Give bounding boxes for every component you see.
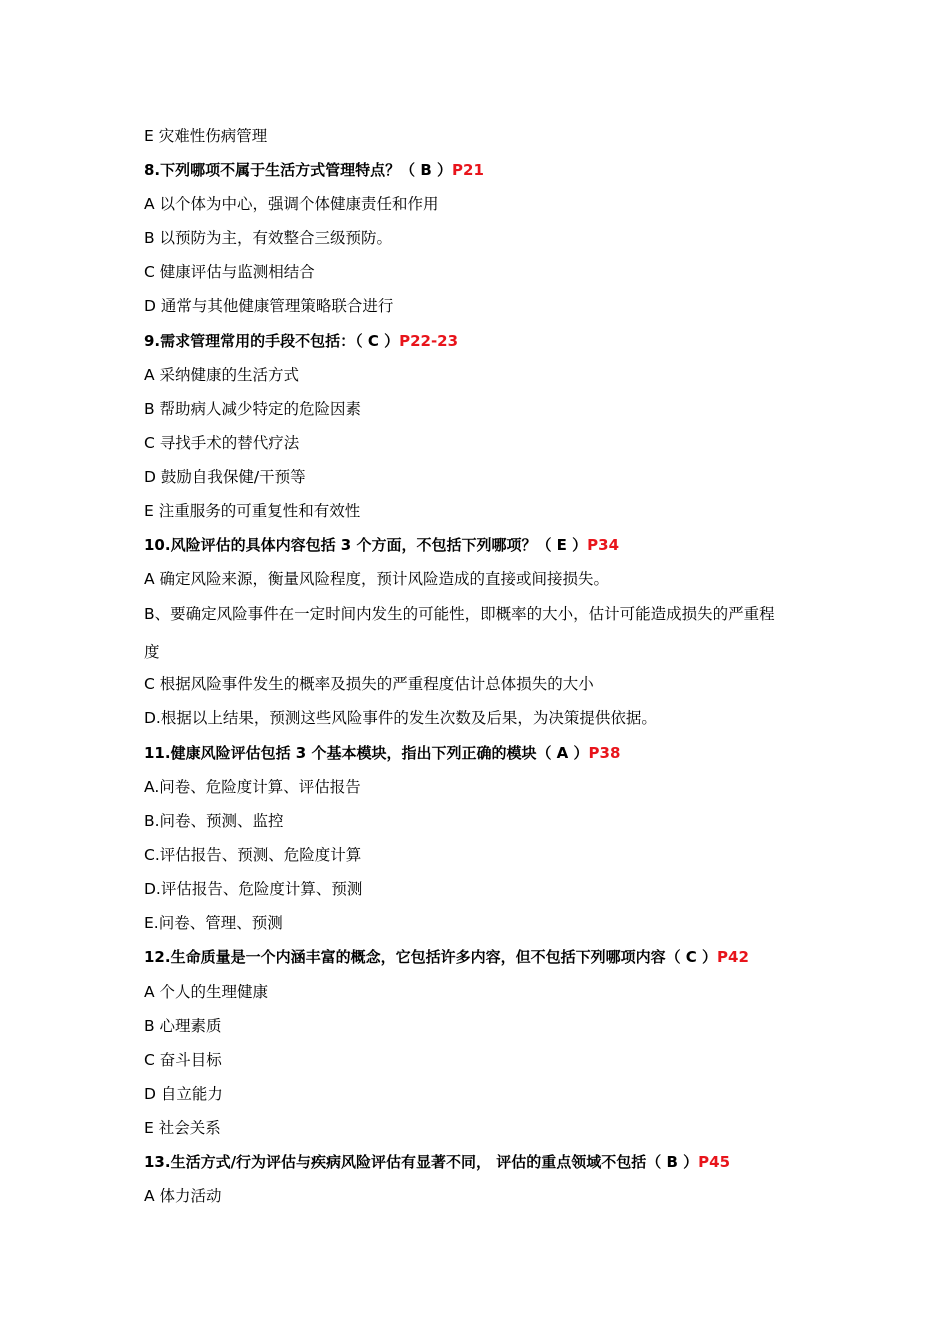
question-9 xyxy=(144,331,458,351)
option-text: A 确定风险来源，衡量风险程度，预计风险造成的直接或间接损失。 xyxy=(144,570,610,588)
question-12 xyxy=(144,947,749,967)
option-text: D 鼓励自我保健/干预等 xyxy=(144,468,306,486)
option-text: B、要确定风险事件在一定时间内发生的可能性，即概率的大小，估计可能造成损失的严重程 xyxy=(144,605,775,623)
option-text: C 奋斗目标 xyxy=(144,1051,222,1069)
option-c-q12 xyxy=(144,1050,222,1070)
question-text: 9.需求管理常用的手段不包括：（ C ） xyxy=(144,332,400,350)
option-e-q11 xyxy=(144,913,283,933)
question-10 xyxy=(144,535,619,555)
option-c-q8 xyxy=(144,262,315,282)
option-text: B 帮助病人减少特定的危险因素 xyxy=(144,400,362,418)
page-reference: P42 xyxy=(717,948,749,966)
option-a-q11 xyxy=(144,777,361,797)
question-8 xyxy=(144,160,484,180)
option-text: D.根据以上结果，预测这些风险事件的发生次数及后果，为决策提供依据。 xyxy=(144,709,657,727)
page-reference: P45 xyxy=(698,1153,731,1171)
question-text: 10.风险评估的具体内容包括 3 个方面，不包括下列哪项？（ E ） xyxy=(144,536,588,554)
option-b-q11 xyxy=(144,811,284,831)
option-e-q12 xyxy=(144,1118,221,1138)
question-11 xyxy=(144,743,620,763)
option-d-q8 xyxy=(144,296,393,316)
option-text: B 心理素质 xyxy=(144,1017,222,1035)
option-text: E.问卷、管理、预测 xyxy=(144,914,283,932)
option-text: 度 xyxy=(144,643,160,661)
option-e-q7 xyxy=(144,126,267,146)
option-d-q10 xyxy=(144,708,657,728)
option-a-q10 xyxy=(144,569,609,589)
option-text: C.评估报告、预测、危险度计算 xyxy=(144,846,362,864)
option-text: A 以个体为中心，强调个体健康责任和作用 xyxy=(144,195,439,213)
option-a-q8 xyxy=(144,194,439,214)
question-text: 11.健康风险评估包括 3 个基本模块，指出下列正确的模块（ A ） xyxy=(144,744,589,762)
option-text: D.评估报告、危险度计算、预测 xyxy=(144,880,363,898)
page-reference: P22-23 xyxy=(399,332,459,350)
option-c-q10 xyxy=(144,674,594,694)
question-text: 12.生命质量是一个内涵丰富的概念，它包括许多内容，但不包括下列哪项内容（ C ） xyxy=(144,948,718,966)
option-text: E 注重服务的可重复性和有效性 xyxy=(144,502,361,520)
option-text: C 健康评估与监测相结合 xyxy=(144,263,315,281)
option-text: E 社会关系 xyxy=(144,1119,221,1137)
option-text: A.问卷、危险度计算、评估报告 xyxy=(144,778,361,796)
option-b-q12 xyxy=(144,1016,222,1036)
option-d-q9 xyxy=(144,467,306,487)
option-text: E 灾难性伤病管理 xyxy=(144,127,268,145)
option-d-q11 xyxy=(144,879,362,899)
option-b-q10-continued xyxy=(144,642,160,662)
option-a-q12 xyxy=(144,982,268,1002)
option-text: C 寻找手术的替代疗法 xyxy=(144,434,300,452)
option-text: C 根据风险事件发生的概率及损失的严重程度估计总体损失的大小 xyxy=(144,675,594,693)
option-text: D 自立能力 xyxy=(144,1085,223,1103)
option-text: A 体力活动 xyxy=(144,1187,222,1205)
option-c-q9 xyxy=(144,433,299,453)
page-reference: P34 xyxy=(587,536,620,554)
option-text: B.问卷、预测、监控 xyxy=(144,812,284,830)
option-text: A 个人的生理健康 xyxy=(144,983,269,1001)
option-text: A 采纳健康的生活方式 xyxy=(144,366,300,384)
option-b-q8 xyxy=(144,228,392,248)
page-reference: P38 xyxy=(588,744,621,762)
option-c-q11 xyxy=(144,845,361,865)
option-e-q9 xyxy=(144,501,360,521)
option-b-q10 xyxy=(144,604,775,624)
question-13 xyxy=(144,1152,730,1172)
option-a-q13 xyxy=(144,1186,222,1206)
option-b-q9 xyxy=(144,399,361,419)
question-text: 13.生活方式/行为评估与疾病风险评估有显著不同， 评估的重点领域不包括（ B ） xyxy=(144,1153,699,1171)
option-d-q12 xyxy=(144,1084,223,1104)
option-a-q9 xyxy=(144,365,299,385)
page-reference: P21 xyxy=(452,161,484,179)
option-text: D 通常与其他健康管理策略联合进行 xyxy=(144,297,394,315)
question-text: 8.下列哪项不属于生活方式管理特点？（ B ） xyxy=(144,161,453,179)
option-text: B 以预防为主，有效整合三级预防。 xyxy=(144,229,393,247)
